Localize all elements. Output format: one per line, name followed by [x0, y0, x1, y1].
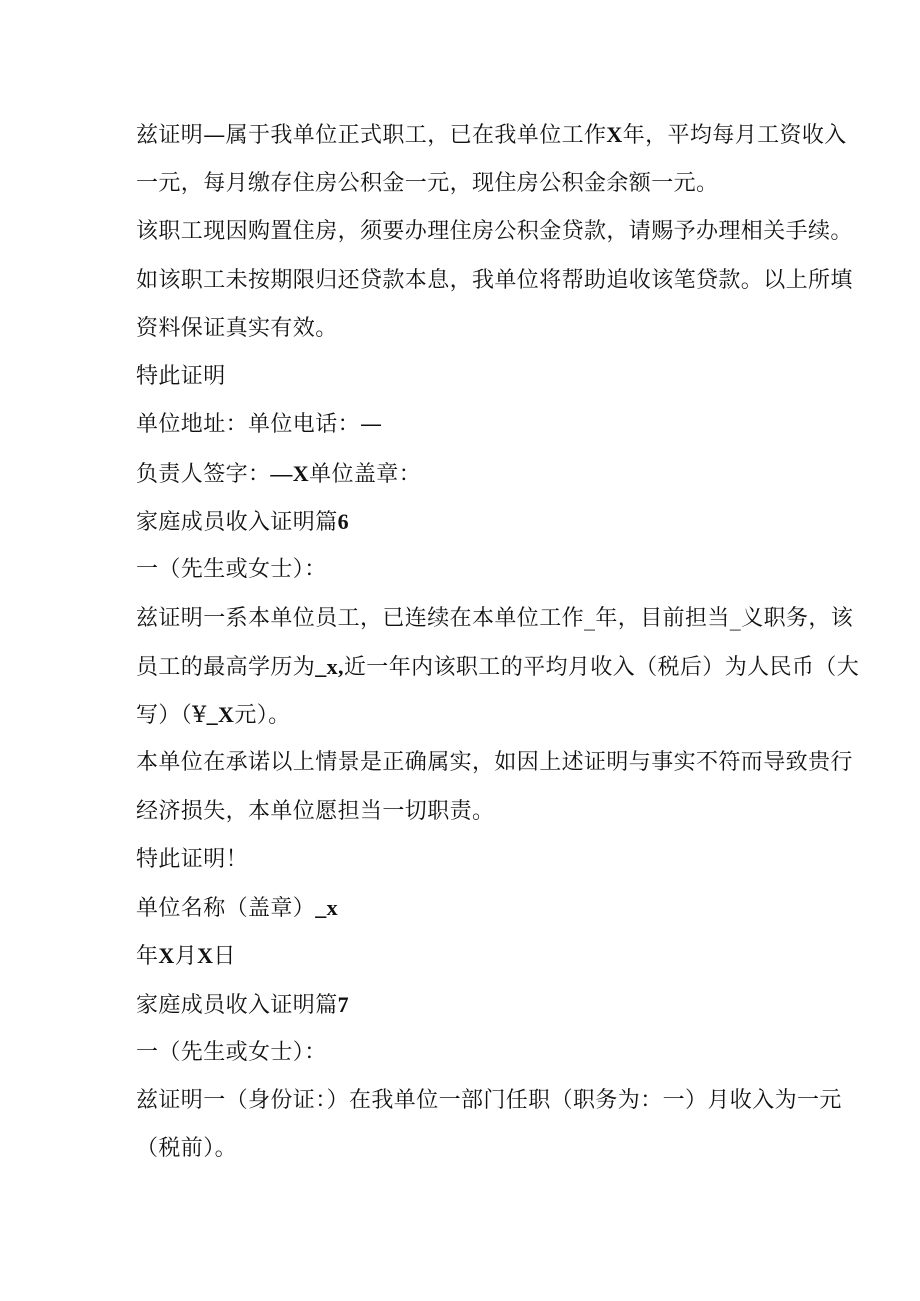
text-segment: 兹证明一（身份证：）在我单位一部门任职（职务为：一）月收入为一元	[136, 1088, 842, 1113]
text-segment: 家庭成员收入证明篇	[136, 993, 338, 1018]
paragraph-line-21	[136, 1086, 842, 1116]
paragraph-line-2	[136, 169, 796, 199]
paragraph-line-7	[136, 410, 796, 440]
text-segment: 经济损失，本单位愿担当一切职责。	[136, 799, 495, 824]
text-segment-bold: X	[158, 943, 175, 968]
paragraph-line-3	[136, 217, 853, 247]
text-segment: 一元，每月缴存住房公积金一元，现住房公积金余额一元。	[136, 171, 719, 196]
paragraph-line-14	[136, 748, 853, 778]
text-segment: 负责人签字：	[136, 462, 271, 487]
text-segment: 特此证明！	[136, 847, 249, 872]
text-segment-bold: X	[606, 122, 623, 147]
paragraph-line-10	[136, 555, 796, 585]
text-segment: 近一年内该职工的平均月收入（税后）为人民币（大	[343, 655, 860, 680]
text-segment: 员工的最高学历为	[136, 655, 316, 680]
text-segment: 日	[213, 944, 236, 969]
paragraph-line-17	[136, 893, 796, 924]
paragraph-line-11	[136, 604, 854, 634]
text-segment: 单位地址：单位电话：—	[136, 412, 383, 437]
paragraph-line-12	[136, 652, 860, 683]
text-segment: 兹证明—属于我单位正式职工，已在我单位工作	[136, 123, 607, 148]
text-segment-bold: X	[197, 943, 214, 968]
text-segment: 写）（¥	[136, 703, 207, 728]
text-segment: 月	[174, 944, 198, 969]
text-segment: 元）。	[234, 703, 291, 728]
text-segment: 一（先生或女士）：	[136, 1040, 327, 1065]
paragraph-line-13	[136, 700, 796, 731]
text-segment: 家庭成员收入证明篇	[136, 510, 338, 535]
text-segment: 单位名称（盖章）	[136, 896, 316, 921]
paragraph-line-22	[136, 1134, 796, 1164]
text-segment: 兹证明一系本单位员工，已连续在本单位工作_年，目前担当_义职务，该	[136, 606, 854, 631]
text-segment: 单位盖章：	[309, 462, 422, 487]
text-segment-bold: _X	[206, 702, 235, 727]
paragraph-line-6	[136, 362, 796, 392]
date-line	[136, 941, 796, 972]
text-segment-bold: —X	[270, 461, 310, 486]
text-segment: 该职工现因购置住房，须要办理住房公积金贷款，请赐予办理相关手续。	[136, 219, 853, 244]
section-heading-7	[136, 990, 796, 1021]
paragraph-line-16	[136, 845, 796, 875]
text-segment: 特此证明	[136, 364, 226, 389]
text-segment-bold: 6	[337, 509, 350, 534]
section-heading-6	[136, 507, 796, 538]
text-segment: 如该职工未按期限归还贷款本息，我单位将帮助追收该笔贷款。以上所填	[136, 268, 853, 293]
text-segment: 年	[136, 944, 159, 969]
text-segment: 资料保证真实有效。	[136, 316, 338, 341]
paragraph-line-20	[136, 1038, 796, 1068]
text-segment: 年，平均每月工资收入	[622, 123, 847, 148]
text-segment-bold: _x	[315, 895, 339, 920]
text-segment-bold: 7	[337, 992, 350, 1017]
paragraph-line-5	[136, 314, 796, 344]
paragraph-line-15	[136, 797, 796, 827]
paragraph-line-1	[136, 120, 847, 151]
text-segment-bold: _x,	[315, 654, 344, 679]
text-segment: 一（先生或女士）：	[136, 557, 327, 582]
text-segment: （税前）。	[136, 1136, 238, 1161]
paragraph-line-4	[136, 266, 853, 296]
paragraph-line-8	[136, 459, 796, 490]
text-segment: 本单位在承诺以上情景是正确属实，如因上述证明与事实不符而导致贵行	[136, 750, 853, 775]
